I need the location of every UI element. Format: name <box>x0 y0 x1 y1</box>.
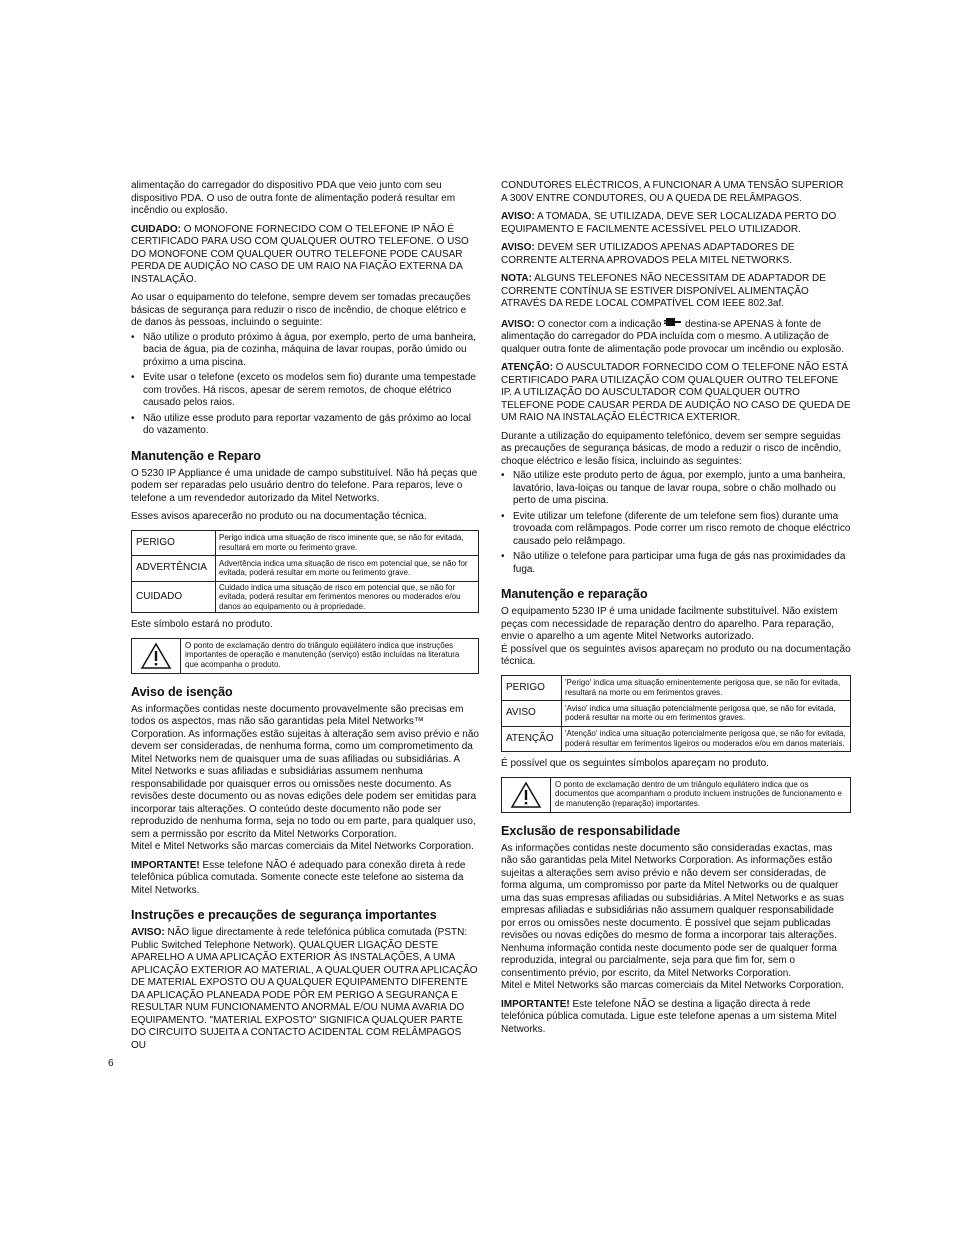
hazard-term: PERIGO <box>502 675 562 701</box>
symbol-intro: É possível que os seguintes símbolos apareçam no produto. <box>501 758 769 769</box>
continuation-text: CONDUTORES ELÉCTRICOS, A FUNCIONAR A UMA TENSÃO SUPERIOR A 300V ENTRE CONDUTORES, OU A QUEDA DE RELÂMPAGOS. <box>501 180 844 204</box>
right-column <box>501 180 851 1042</box>
hazard-term: PERIGO <box>132 530 216 556</box>
aviso-label: AVISO: <box>501 211 535 222</box>
aviso-label: AVISO: <box>501 318 535 330</box>
warnings-intro: É possível que os seguintes avisos apareçam no produto ou na documentação técnica. <box>501 643 851 667</box>
atencao-notice <box>501 362 851 425</box>
symbol-box <box>501 777 851 813</box>
hazard-desc: 'Atenção' indica uma situação potencialmente perigosa que, se não for evitada, poderá resultar em ferimentos ligeiros ou moderados e/ou em danos materiais. <box>562 726 851 752</box>
symbol-description: O ponto de exclamação dentro do triângulo eqüilátero indica que instruções importantes de operação e manutenção (serviço) estão incluídas na literatura que acompanha o produto. <box>185 640 460 669</box>
hazard-desc: 'Perigo' indica uma situação eminentemente perigosa que, se não for evitada, resultará na morte ou em ferimentos graves. <box>562 675 851 701</box>
warning-triangle-icon <box>132 639 181 673</box>
instructions-heading: Instruções e precauções de segurança importantes <box>131 908 437 923</box>
aviso-label: AVISO: <box>501 242 535 253</box>
maintenance-heading: Manutenção e reparação <box>501 587 648 601</box>
hazard-desc: Advertência indica uma situação de risco em potencial que, se não for evitada, poderá resultar em morte ou ferimento grave. <box>216 556 479 582</box>
hazard-term: CUIDADO <box>132 581 216 613</box>
aviso-text: O conector com a indicação <box>534 318 665 330</box>
aviso-text: A TOMADA, SE UTILIZADA, DEVE SER LOCALIZADA PERTO DO EQUIPAMENTO E FACILMENTE ACESSÍVEL PELO UTILIZADOR. <box>501 211 837 235</box>
important-text: Esse telefone NÃO é adequado para conexão direta à rede telefônica pública comutada. Somente conecte este telefone ao sistema da Mitel Networks. <box>131 859 466 896</box>
trademark-text: Mitel e Mitel Networks são marcas comerciais da Mitel Networks Corporation. <box>131 841 474 853</box>
caution-notice <box>131 224 479 287</box>
warnings-intro: Esses avisos aparecerão no produto ou na documentação técnica. <box>131 511 427 522</box>
maintenance-text: O equipamento 5230 IP é uma unidade facilmente substituível. Não existem peças com necessidade de reparação dentro do aparelho. Para reparação, envie o aparelho a um agente Mitel Networks autorizado. <box>501 606 838 642</box>
symbol-description: O ponto de exclamação dentro de um triângulo equilátero indica que os documentos que acompanham o produto incluem instruções de funcionamento e de manutenção (reparação) importantes. <box>555 779 842 808</box>
aviso-notice <box>501 211 851 236</box>
table-row <box>132 581 479 613</box>
atencao-label: ATENÇÃO: <box>501 362 554 373</box>
important-notice <box>131 860 479 898</box>
disclaimer-heading: Aviso de isenção <box>131 684 233 699</box>
dc-plug-icon <box>664 317 682 332</box>
table-row <box>502 675 851 701</box>
caution-text: O MONOFONE FORNECIDO COM O TELEFONE IP NÃO É CERTIFICADO PARA USO COM QUALQUER OUTRO TELEFONE. O USO DO MONOFONE COM QUALQUER OUTRO TELEFONE PODE CAUSAR PERDA DE AUDIÇÃO NO CASO DE UM RAIO NA FIAÇÃO EXTERNA DA INSTALAÇÃO. <box>131 223 469 285</box>
table-row <box>502 701 851 727</box>
hazard-desc: 'Aviso' indica uma situação potencialmente perigosa que, se não for evitada, poderá resultar na morte ou em ferimentos graves. <box>562 701 851 727</box>
trademark-text: Mitel e Mitel Networks são marcas comerciais da Mitel Networks Corporation. <box>501 980 844 991</box>
nota-text: ALGUNS TELEFONES NÃO NECESSITAM DE ADAPTADOR DE CORRENTE CONTÍNUA SE ESTIVER DISPONÍVEL ALIMENTAÇÃO ATRAVÉS DA REDE LOCAL COMPATÍVEL COM IEEE 802.3af. <box>501 273 826 309</box>
page-number: 6 <box>108 1058 114 1069</box>
list-item: • Não utilize o telefone para participar uma fuga de gás nas proximidades da fuga. <box>501 551 851 576</box>
safety-intro: Ao usar o equipamento do telefone, sempre devem ser tomadas precauções básicas de segurança para reduzir o risco de incêndio, de choque elétrico e de danos às pessoas, incluindo o seguinte: <box>131 292 471 328</box>
disclaimer-text: As informações contidas neste documento provavelmente são precisas em todos os aspectos, mas não são garantidas pela Mitel Networks™ Corporation. As informações estão sujeitas à alteração sem aviso prévio e não devem ser consideradas, de nenhuma forma, como um comprometimento da Mitel Networks nem de quaisquer uma de suas afiliadas ou subsidiárias. A Mitel Networks e suas afiliadas e subsidiárias assumem nenhuma responsabilidade por quaisquer erros ou omissões neste documento. As revisões deste documento ou as novas edições dele podem ser emitidas para incorporar tais alterações. O conteúdo deste documento não pode ser reproduzido de nenhuma forma, seja no todo ou em parte, para qualquer uso, sem a permissão por escrito da Mitel Networks Corporation. <box>131 703 479 840</box>
reproduction-text: Nenhuma informação contida neste documento pode ser de qualquer forma reproduzida, integral ou parcialmente, seja para que fim for, sem o consentimento prévio, por escrito, da Mitel Networks Corporation. <box>501 942 837 979</box>
nota-notice <box>501 273 851 311</box>
aviso-text: destina-se APENAS à fonte de alimentação do carregador do PDA incluída com o mesmo. A utilização de qualquer outra fonte de alimentação pode provocar um incêndio ou explosão. <box>501 318 845 355</box>
table-row <box>132 556 479 582</box>
intro-paragraph: alimentação do carregador do dispositivo PDA que veio junto com seu dispositivo PDA. O uso de outra fonte de alimentação poderá resultar em incêndio ou explosão. <box>131 180 456 216</box>
safety-list <box>501 470 851 576</box>
hazard-table <box>131 530 479 614</box>
table-row <box>502 726 851 752</box>
hazard-desc: Perigo indica uma situação de risco iminente que, se não for evitada, resultará em morte ou ferimento grave. <box>216 530 479 556</box>
symbol-box <box>131 638 479 674</box>
list-item: • Evite utilizar um telefone (diferente de um telefone sem fios) durante uma trovoada com relâmpagos. Pode correr um risco remoto de choque eléctrico causado pelo relâmpago. <box>501 511 851 549</box>
hazard-term: ATENÇÃO <box>502 726 562 752</box>
disclaimer-text: As informações contidas neste documento são consideradas exactas, mas não são garantidas pela Mitel Networks Corporation. As informações estão sujeitas a alterações sem aviso prévio e não devem ser consideradas, de forma alguma, um compromisso por parte da Mitel Networks ou de qualquer uma das suas empresas afiliadas ou subsidiárias. A Mitel Networks e as suas empresas afiliadas e subsidiárias não assumem qualquer responsabilidade por erros ou omissões neste documento. É possível que sejam publicadas revisões ou novas edições do mesmo de forma a incorporar tais alterações. <box>501 842 844 941</box>
important-label: IMPORTANTE! <box>131 859 200 871</box>
hazard-term: ADVERTÊNCIA <box>132 556 216 582</box>
aviso-notice <box>501 317 851 357</box>
list-item: • Não utilize esse produto para reportar vazamento de gás próximo ao local do vazamento. <box>131 413 479 438</box>
hazard-desc: Cuidado indica uma situação de risco em potencial que, se não for evitada, poderá resultar em ferimentos menores ou moderados e/ou danos ao equipamento ou à propriedade. <box>216 581 479 613</box>
list-item: • Não utilize o produto próximo à água, por exemplo, perto de uma banheira, bacia de água, pia de cozinha, máquina de lavar roupas, porão úmido ou próximo a uma piscina. <box>131 332 479 370</box>
hazard-table <box>501 675 851 753</box>
aviso-label: AVISO: <box>131 927 165 939</box>
disclaimer-heading: Exclusão de responsabilidade <box>501 823 681 838</box>
atencao-text: O AUSCULTADOR FORNECIDO COM O TELEFONE NÃO ESTÁ CERTIFICADO PARA UTILIZAÇÃO COM QUALQUER OUTRO TELEFONE IP. A UTILIZAÇÃO DO AUSCULTADOR COM QUALQUER OUTRO TELEFONE PODE CAUSAR PERDA DE AUDIÇÃO NO CASO DE QUEDA DE UM RAIO NA INSTALAÇÃO ELÉCTRICA EXTERIOR. <box>501 362 851 423</box>
important-label: IMPORTANTE! <box>501 998 570 1010</box>
aviso-notice <box>501 242 851 267</box>
safety-intro: Durante a utilização do equipamento telefónico, devem ser sempre seguidas as precauções de segurança básicas, de modo a reduzir o risco de incêndio, choque eléctrico e lesão física, incluindo as seguintes: <box>501 430 842 467</box>
maintenance-heading: Manutenção e Reparo <box>131 448 261 463</box>
important-notice <box>501 999 851 1037</box>
maintenance-text: O 5230 IP Appliance é uma unidade de campo substituível. Não há peças que podem ser reparadas pelo usuário dentro do telefone. Para reparos, leve o telefone a um revendedor autorizado da Mitel Networks. <box>131 467 478 504</box>
list-item: • Não utilize este produto perto de água, por exemplo, junto a uma banheira, lavatório, lava-loiças ou tanque de lavar roupa, sobre o chão molhado ou perto de uma piscina. <box>501 470 851 508</box>
aviso-text: NÃO ligue directamente à rede telefónica pública comutada (PSTN: Public Switched Telephone Network). QUALQUER LIGAÇÃO DESTE APARELHO A UMA APLICAÇÃO EXTERIOR ÀS INSTALAÇÕES, A UMA APLICAÇÃO EXTERIOR AO MATERIAL, A QUALQUER OUTRA APLICAÇÃO DE MATERIAL EXPOSTO OU A QUALQUER EQUIPAMENTO DIFERENTE DA APLICAÇÃO PLANEADA PODE PÔR EM PERIGO A SEGURANÇA E RESULTAR NUM FUNCIONAMENTO ANORMAL E/OU NUMA AVARIA DO EQUIPAMENTO. "MATERIAL EXPOSTO" SIGNIFICA QUALQUER PARTE DO CIRCUITO SUJEITA A CONTACTO ACIDENTAL COM RELÂMPAGOS OU <box>131 927 478 1051</box>
hazard-term: AVISO <box>502 701 562 727</box>
safety-list <box>131 332 479 438</box>
warning-triangle-icon <box>502 778 551 812</box>
left-column <box>131 180 479 1058</box>
aviso-text: DEVEM SER UTILIZADOS APENAS ADAPTADORES DE CORRENTE ALTERNA APROVADOS PELA MITEL NETWORKS. <box>501 242 795 266</box>
table-row <box>132 530 479 556</box>
aviso-notice <box>131 927 479 1052</box>
nota-label: NOTA: <box>501 273 532 284</box>
symbol-intro: Este símbolo estará no produto. <box>131 619 273 631</box>
important-text: Este telefone NÃO se destina a ligação directa à rede telefónica pública comutada. Ligue este telefone apenas a um sistema Mitel Networks. <box>501 998 837 1035</box>
caution-label: CUIDADO: <box>131 223 181 235</box>
list-item: • Evite usar o telefone (exceto os modelos sem fio) durante uma tempestade com trovões. Há riscos, apesar de serem remotos, de choque elétrico causado pelos raios. <box>131 372 479 410</box>
